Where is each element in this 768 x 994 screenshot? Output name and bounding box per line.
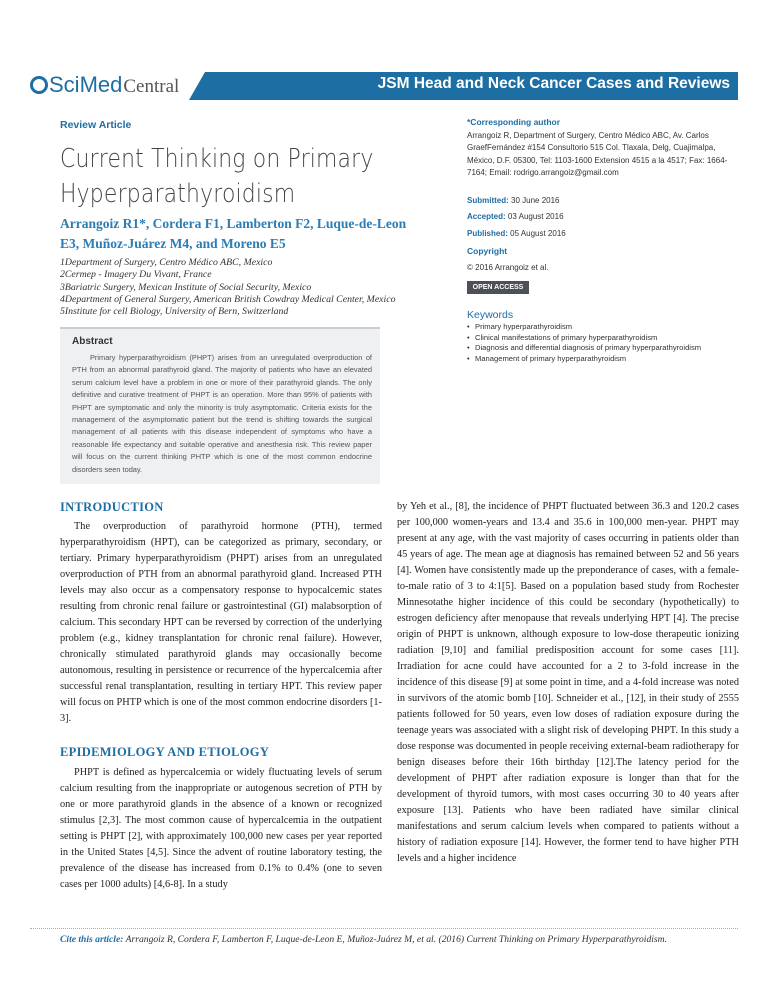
corresponding-text: Arrangoiz R, Department of Surgery, Centro Médico ABC, Av. Carlos GraefFernández #154 Consultorio 515 Col. Tlaxala, Delg, Cuajimalpa, México, D.F. 05300, Tel: 1103-1600 Extension 4515 a la 4517; Fax: 1664-7164; Email: rodrigo.arrangoiz@gmail.com <box>467 131 728 177</box>
copyright-text: © 2016 Arrangoiz et al. <box>467 263 549 272</box>
right-column-paragraph: by Yeh et al., [8], the incidence of PHPT fluctuated between 36.3 and 120.2 cases per 100,000 women-years and 13.4 and 35.6 in 100,000 men-year. PHPT may present at any age, with the vast majority of cases occurring in patients older than 45 years of age. The mean age at diagnosis has remained between 52 and 56 years [4]. Women have consistently made up the preponderance of cases, with a female-to-male ratio of 3 to 4:1[5]. Based on a population based study from Rochester Minnesotathe higher incidence of this could be secondary (hypothetically) to estrogen deficiency after menopause that reveals underlying HPT [4]. The precise origin of PHPT is unknown, although exposure to low-dose therapeutic ionizing radiation [9,10] and familial predisposition account for some cases [11]. Irradiation for acne could have accounted for a 2 to 3-fold increase in the incidence of this disease [9] at some point in time, and a 4-fold increase was noted in survivors of the atomic bomb [10]. Schneider et al., [12], in their study of 2555 patients followed for 50 years, even low doses of radiation exposure during the teenage years was associated with a slight risk of developing PHPT. In this study a dose response was documented in people receiving external-beam radiotherapy for benign diseases before their 16th birthday [12].The latency period for the development of PHPT after radiation exposure is longer than that for the development of thyroid tumors, with most cases occurring 30 to 40 years after exposure [13]. Patients who have been radiated have similar clinical manifestations and serum calcium levels when compared to patients without a history of radiation exposure [14]. However, the former tend to have higher PTH levels and a higher incidence <box>397 501 739 864</box>
keyword-item: • Primary hyperparathyroidism <box>467 322 737 333</box>
section-heading-epidemiology: EPIDEMIOLOGY AND ETIOLOGY <box>60 745 270 759</box>
article-title: Current Thinking on Primary Hyperparathyroidism <box>60 144 374 209</box>
logo-sci: Sci <box>49 72 80 97</box>
keywords-heading: Keywords <box>467 309 514 321</box>
accepted-label: Accepted: <box>467 212 506 221</box>
accepted-date: 03 August 2016 <box>507 212 564 221</box>
affiliation: 1Department of Surgery, Centro Médico ABC, Mexico <box>60 257 273 268</box>
logo-central: Central <box>123 76 180 97</box>
affiliation: 4Department of General Surgery, American British Cowdray Medical Center, Mexico <box>60 293 396 305</box>
keywords-list <box>467 322 737 364</box>
abstract-text: Primary hyperparathyroidism (PHPT) arises from an unregulated overproduction of PTH from an abnormal parathyroid gland. The majority of patients who have an elevated serum calcium level have a problem in one or more of their parathyroid glands. The only definitive and curative treatment of PHPT is an operation. More than 95% of patients with PHPT are symptomatic and only the minority is truly asymptomatic. Criteria exists for the management of the asymptomatic patient but the trend is shifting towards the surgical management of all patients with this disease independent of symptoms who have a reasonable life expectancy and suitable operative and anesthesia risk. This review paper will focus on the current thinking PHTP which is one of the most common endocrine disorders seen today. <box>72 353 372 474</box>
abstract-heading: Abstract <box>72 336 113 347</box>
affiliation: 3Bariatric Surgery, Mexican Institute of Social Security, Mexico <box>60 281 312 293</box>
citation-label: Cite this article: <box>60 934 124 945</box>
keyword-item: • Clinical manifestations of primary hyperparathyroidism <box>467 333 737 344</box>
published-date: 05 August 2016 <box>510 229 566 238</box>
submitted-label: Submitted: <box>467 196 509 205</box>
accepted-line <box>467 211 564 223</box>
article-type: Review Article <box>60 119 132 131</box>
logo-ring-icon <box>30 76 48 94</box>
footer-divider <box>30 928 738 929</box>
affiliation: 2Cermep - Imagery Du Vivant, France <box>60 269 212 281</box>
introduction-paragraph: The overproduction of parathyroid hormone (PTH), termed hyperparathyroidism (HPT), can be categorized as primary, secondary, or tertiary. Primary hyperparathyroidism (PHPT) arises from an unregulated overproduction of PTH from an abnormal parathyroid gland. Increased PTH levels may also occur as a compensatory response to hypocalcemic states resulting from chronic renal failure or gastrointestinal (GI) malabsorption of calcium. This secondary HPT can be reversed by correction of the underlying problem (e.g., kidney transplantation for chronic renal failure). However, chronically stimulated parathyroid glands may occasionally become autonomous, resulting in persistence or recurrence of the hypercalcemia after successful renal transplantation, resulting in tertiary HPT. This review paper will focus on PHTP which is one of the most common endocrine disorders [1-3]. <box>60 521 382 724</box>
citation-line <box>60 934 740 945</box>
citation-text: Arrangoiz R, Cordera F, Lamberton F, Luque-de-Leon E, Muñoz-Juárez M, et al. (2016) Current Thinking on Primary Hyperparathyroidism. <box>125 934 667 945</box>
submitted-line <box>467 195 560 207</box>
copyright-heading: Copyright <box>467 246 508 256</box>
corresponding-heading: *Corresponding author <box>467 117 561 127</box>
keyword-item: • Diagnosis and differential diagnosis of primary hyperparathyroidism <box>467 343 737 354</box>
published-line <box>467 228 566 240</box>
open-access-badge: OPEN ACCESS <box>467 281 529 294</box>
author-list: Arrangoiz R1*, Cordera F1, Lamberton F2, Luque-de-Leon E3, Muñoz-Juárez M4, and Moreno E5 <box>60 216 407 251</box>
affiliations <box>60 257 420 318</box>
published-label: Published: <box>467 229 508 238</box>
journal-logo <box>30 72 179 98</box>
submitted-date: 30 June 2016 <box>511 196 560 205</box>
epidemiology-paragraph: PHPT is defined as hypercalcemia or widely fluctuating levels of serum calcium resulting from the inappropriate or autogenous secretion of PTH by one or more parathyroid glands in the absence of a known or recognized stimulus [2,3]. The most common cause of hypercalcemia in the outpatient setting is PHPT [2], with approximately 100,000 new cases per year reported in the United States [4,5]. Since the advent of routine laboratory testing, the prevalence of the disease has increased from 0.1% to 0.4% (one to seven cases per 1000 adults) [4,6-8]. In a study <box>60 767 382 890</box>
affiliation: 5Institute for cell Biology, University of Bern, Switzerland <box>60 306 289 318</box>
logo-med: Med <box>79 72 123 97</box>
keyword-item: • Management of primary hyperparathyroidism <box>467 354 737 365</box>
journal-title: JSM Head and Neck Cancer Cases and Reviews <box>377 75 730 92</box>
section-heading-introduction: INTRODUCTION <box>60 500 164 514</box>
